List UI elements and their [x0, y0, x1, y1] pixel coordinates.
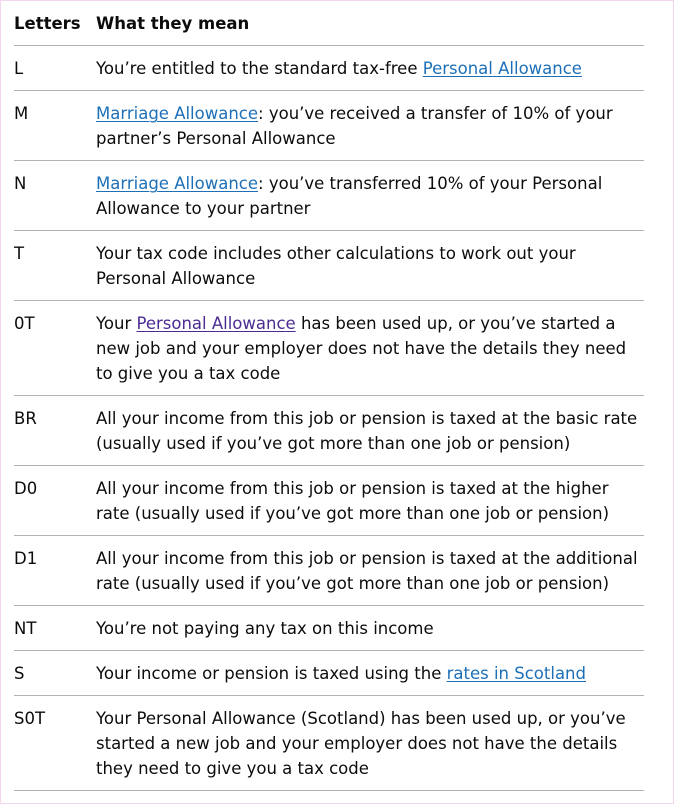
- column-header-meaning: What they mean: [96, 0, 644, 46]
- tax-code-letter: S0T: [14, 696, 96, 791]
- tax-code-letter: M: [14, 91, 96, 161]
- tax-code-letter: L: [14, 46, 96, 91]
- meaning-text: Your: [96, 314, 137, 333]
- tax-code-letter: D1: [14, 536, 96, 606]
- table-body: [14, 46, 644, 791]
- tax-code-meaning: [96, 91, 644, 161]
- meaning-text: You’re entitled to the standard tax-free: [96, 59, 423, 78]
- tax-code-letter: T: [14, 231, 96, 301]
- meaning-text: has been used up, or you’ve started a new job and your employer does not have the details they need to give you a tax code: [96, 314, 627, 383]
- tax-code-meaning: [96, 301, 644, 396]
- meaning-text: Your tax code includes other calculations to work out your Personal Allowance: [96, 244, 576, 288]
- table-header-row: [14, 0, 644, 46]
- table-row: [14, 301, 644, 396]
- meaning-text: : you’ve received a transfer of 10% of your partner’s Personal Allowance: [96, 104, 613, 148]
- table-row: [14, 91, 644, 161]
- meaning-text: All your income from this job or pension is taxed at the higher rate (usually used if you’ve got more than one job or pension): [96, 479, 610, 523]
- table-row: [14, 606, 644, 651]
- meaning-text: : you’ve transferred 10% of your Personal Allowance to your partner: [96, 174, 603, 218]
- meaning-text: Your income or pension is taxed using the: [96, 664, 447, 683]
- table-row: [14, 696, 644, 791]
- table-row: [14, 466, 644, 536]
- marriage-allowance-link[interactable]: Marriage Allowance: [96, 104, 259, 123]
- tax-code-meaning: [96, 536, 644, 606]
- table-row: [14, 231, 644, 301]
- marriage-allowance-link[interactable]: Marriage Allowance: [96, 174, 259, 193]
- tax-code-meaning: [96, 161, 644, 231]
- table-row: [14, 396, 644, 466]
- tax-code-meaning: [96, 396, 644, 466]
- meaning-text: All your income from this job or pension is taxed at the basic rate (usually used if you’ve got more than one job or pension): [96, 409, 638, 453]
- table-row: [14, 536, 644, 606]
- personal-allowance-link[interactable]: Personal Allowance: [136, 314, 296, 333]
- tax-code-meaning: [96, 46, 644, 91]
- tax-code-meaning: [96, 651, 644, 696]
- tax-code-letter: BR: [14, 396, 96, 466]
- table-row: [14, 161, 644, 231]
- tax-code-letters-table: [14, 0, 644, 791]
- tax-code-meaning: [96, 231, 644, 301]
- table-row: [14, 651, 644, 696]
- rates-in-scotland-link[interactable]: rates in Scotland: [446, 664, 586, 683]
- column-header-letters: Letters: [14, 0, 96, 46]
- table-row: [14, 46, 644, 91]
- personal-allowance-link[interactable]: Personal Allowance: [422, 59, 582, 78]
- tax-code-meaning: [96, 466, 644, 536]
- tax-code-letter: D0: [14, 466, 96, 536]
- meaning-text: You’re not paying any tax on this income: [96, 619, 434, 638]
- tax-code-letter: N: [14, 161, 96, 231]
- meaning-text: Your Personal Allowance (Scotland) has been used up, or you’ve started a new job and your employer does not have the details they need to give you a tax code: [96, 709, 626, 778]
- tax-code-meaning: [96, 606, 644, 651]
- tax-code-letter: S: [14, 651, 96, 696]
- tax-code-letter: NT: [14, 606, 96, 651]
- tax-code-letter: 0T: [14, 301, 96, 396]
- tax-code-meaning: [96, 696, 644, 791]
- meaning-text: All your income from this job or pension is taxed at the additional rate (usually used if you’ve got more than one job or pension): [96, 549, 638, 593]
